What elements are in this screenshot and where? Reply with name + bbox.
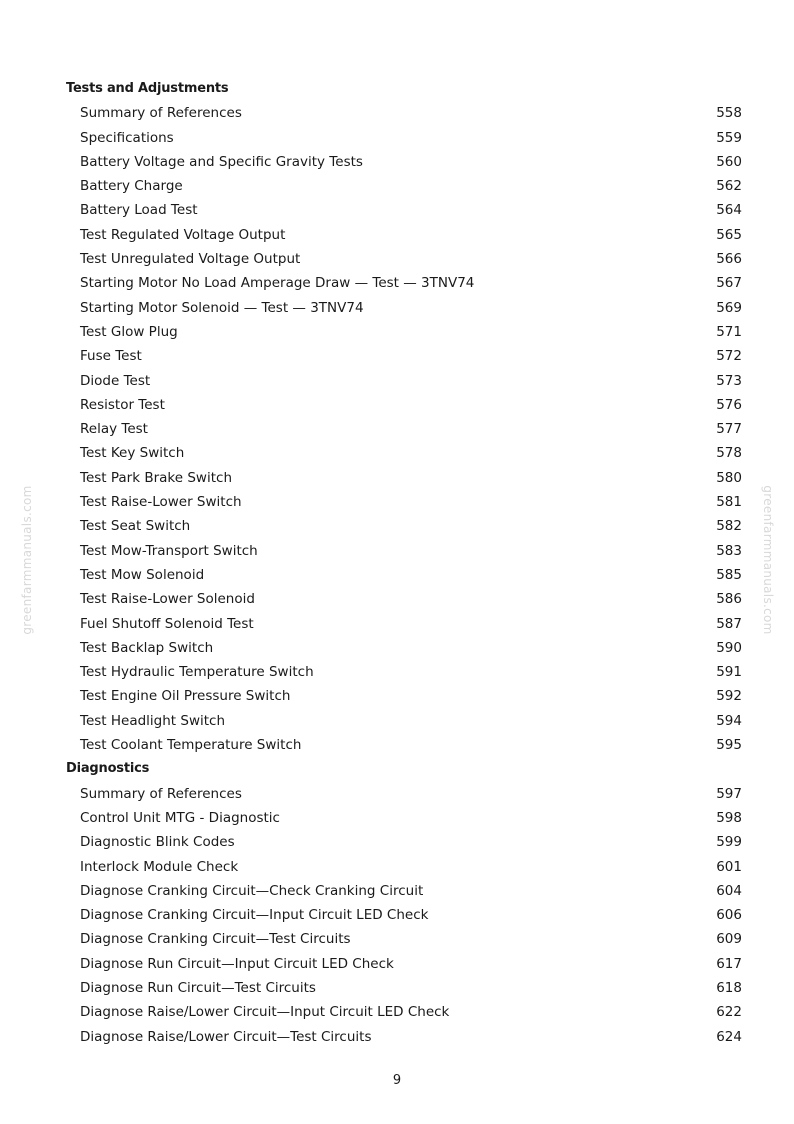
toc-entry[interactable] <box>66 830 746 854</box>
toc-entry-page: 590 <box>716 639 742 656</box>
toc-entry-label: Interlock Module Check <box>80 858 239 875</box>
toc-entry[interactable] <box>66 806 746 830</box>
toc-entry-page: 567 <box>716 275 742 292</box>
toc-entry-page: 586 <box>716 591 742 608</box>
toc-entry-label: Diagnose Run Circuit—Input Circuit LED Check <box>80 955 394 972</box>
toc-entry[interactable] <box>66 539 746 563</box>
toc-entry[interactable] <box>66 174 746 198</box>
toc-entry-label: Fuse Test <box>80 348 142 365</box>
toc-entry-label: Test Unregulated Voltage Output <box>80 251 301 268</box>
toc-entry-label: Diagnose Cranking Circuit—Test Circuits <box>80 931 351 948</box>
toc-entry[interactable] <box>66 660 746 684</box>
toc-entry-label: Diagnose Cranking Circuit—Check Cranking Circuit <box>80 882 424 899</box>
toc-entry-page: 559 <box>716 129 742 146</box>
toc-entry-page: 565 <box>716 226 742 243</box>
toc-entry-page: 585 <box>716 566 742 583</box>
toc-entry-label: Starting Motor No Load Amperage Draw — Test — 3TNV74 <box>80 275 475 292</box>
toc-entry-label: Starting Motor Solenoid — Test — 3TNV74 <box>80 299 364 316</box>
toc-entry[interactable] <box>66 1000 746 1024</box>
toc-entry-page: 581 <box>716 494 742 511</box>
toc-entry-label: Test Mow Solenoid <box>80 566 205 583</box>
toc-entry[interactable] <box>66 417 746 441</box>
toc-entry[interactable] <box>66 879 746 903</box>
toc-entry-page: 624 <box>716 1028 742 1045</box>
toc-entry-label: Test Mow-Transport Switch <box>80 542 258 559</box>
toc-entry-page: 578 <box>716 445 742 462</box>
watermark-right: greenfarmmanuals.com <box>761 485 775 635</box>
section-title: Tests and Adjustments <box>66 81 229 96</box>
toc-entry[interactable] <box>66 612 746 636</box>
toc-entry-label: Resistor Test <box>80 396 165 413</box>
toc-entry-page: 591 <box>716 664 742 681</box>
toc-entry-label: Diagnose Run Circuit—Test Circuits <box>80 979 316 996</box>
page-number: 9 <box>392 1073 402 1088</box>
toc-entry-page: 606 <box>716 907 742 924</box>
toc-entry[interactable] <box>66 514 746 538</box>
toc-entry-page: 601 <box>716 858 742 875</box>
toc-entry-label: Diagnose Raise/Lower Circuit—Input Circuit LED Check <box>80 1004 450 1021</box>
toc-entry-label: Battery Charge <box>80 178 183 195</box>
toc-entry-label: Diode Test <box>80 372 151 389</box>
toc-entry[interactable] <box>66 587 746 611</box>
toc-entry-page: 598 <box>716 809 742 826</box>
toc-entry-page: 580 <box>716 469 742 486</box>
toc-entry-label: Summary of References <box>80 105 242 122</box>
toc-entry-page: 599 <box>716 834 742 851</box>
toc-entry-label: Test Headlight Switch <box>80 712 226 729</box>
table-of-contents <box>66 77 746 1049</box>
toc-entry-label: Relay Test <box>80 421 148 438</box>
toc-entry-label: Battery Load Test <box>80 202 198 219</box>
toc-entry-page: 566 <box>716 251 742 268</box>
toc-entry[interactable] <box>66 271 746 295</box>
toc-entry-page: 597 <box>716 785 742 802</box>
toc-entry-page: 595 <box>716 737 742 754</box>
toc-entry[interactable] <box>66 563 746 587</box>
toc-section <box>66 77 746 757</box>
toc-entry[interactable] <box>66 855 746 879</box>
toc-entry[interactable] <box>66 952 746 976</box>
toc-entry[interactable] <box>66 223 746 247</box>
toc-entry-label: Test Coolant Temperature Switch <box>80 737 302 754</box>
toc-entry[interactable] <box>66 927 746 951</box>
toc-entry-label: Test Backlap Switch <box>80 639 214 656</box>
toc-entry[interactable] <box>66 247 746 271</box>
toc-entry[interactable] <box>66 150 746 174</box>
toc-entry-page: 577 <box>716 421 742 438</box>
toc-entry[interactable] <box>66 733 746 757</box>
toc-entry[interactable] <box>66 490 746 514</box>
toc-entry[interactable] <box>66 684 746 708</box>
toc-entry-label: Battery Voltage and Specific Gravity Tests <box>80 153 363 170</box>
toc-entry-label: Specifications <box>80 129 174 146</box>
toc-entry-label: Test Key Switch <box>80 445 185 462</box>
toc-entry[interactable] <box>66 393 746 417</box>
toc-entry-page: 560 <box>716 153 742 170</box>
watermark-left: greenfarmmanuals.com <box>20 485 34 635</box>
toc-entry-label: Test Seat Switch <box>80 518 191 535</box>
toc-entry-label: Summary of References <box>80 785 242 802</box>
toc-entry-page: 583 <box>716 542 742 559</box>
section-title: Diagnostics <box>66 761 150 777</box>
toc-entry[interactable] <box>66 709 746 733</box>
toc-entry-page: 622 <box>716 1004 742 1021</box>
toc-entry-page: 572 <box>716 348 742 365</box>
toc-entry-label: Test Glow Plug <box>80 323 178 340</box>
toc-entry[interactable] <box>66 636 746 660</box>
toc-entry-label: Diagnostic Blink Codes <box>80 834 235 851</box>
toc-entry[interactable] <box>66 976 746 1000</box>
toc-entry[interactable] <box>66 466 746 490</box>
toc-entry[interactable] <box>66 198 746 222</box>
toc-entry-page: 573 <box>716 372 742 389</box>
toc-entry-label: Diagnose Raise/Lower Circuit—Test Circuits <box>80 1028 372 1045</box>
toc-entry-page: 564 <box>716 202 742 219</box>
toc-entry-page: 609 <box>716 931 742 948</box>
toc-entry-page: 604 <box>716 882 742 899</box>
toc-entry-page: 587 <box>716 615 742 632</box>
toc-entry-page: 617 <box>716 955 742 972</box>
toc-entry-page: 576 <box>716 396 742 413</box>
toc-entry-label: Fuel Shutoff Solenoid Test <box>80 615 254 632</box>
toc-entry[interactable] <box>66 296 746 320</box>
toc-entry-label: Test Raise-Lower Solenoid <box>80 591 255 608</box>
toc-entry-page: 558 <box>716 105 742 122</box>
toc-entry[interactable] <box>66 101 746 125</box>
toc-entry[interactable] <box>66 782 746 806</box>
toc-section <box>66 757 746 1049</box>
toc-entry[interactable] <box>66 126 746 150</box>
toc-entry-label: Test Hydraulic Temperature Switch <box>80 664 314 681</box>
toc-entry[interactable] <box>66 320 746 344</box>
toc-entry-label: Control Unit MTG - Diagnostic <box>80 809 280 826</box>
toc-entry-page: 618 <box>716 979 742 996</box>
toc-entry-page: 569 <box>716 299 742 316</box>
toc-entry-page: 571 <box>716 323 742 340</box>
toc-entry-page: 582 <box>716 518 742 535</box>
toc-entry[interactable] <box>66 369 746 393</box>
toc-entry[interactable] <box>66 903 746 927</box>
toc-entry-label: Test Engine Oil Pressure Switch <box>80 688 291 705</box>
toc-entry-page: 562 <box>716 178 742 195</box>
toc-entry-page: 592 <box>716 688 742 705</box>
toc-entry[interactable] <box>66 441 746 465</box>
toc-entry-label: Test Park Brake Switch <box>80 469 232 486</box>
toc-entry-label: Test Raise-Lower Switch <box>80 494 242 511</box>
toc-entry-page: 594 <box>716 712 742 729</box>
toc-entry[interactable] <box>66 344 746 368</box>
toc-entry-label: Test Regulated Voltage Output <box>80 226 286 243</box>
toc-entry-label: Diagnose Cranking Circuit—Input Circuit LED Check <box>80 907 429 924</box>
toc-entry[interactable] <box>66 1025 746 1049</box>
